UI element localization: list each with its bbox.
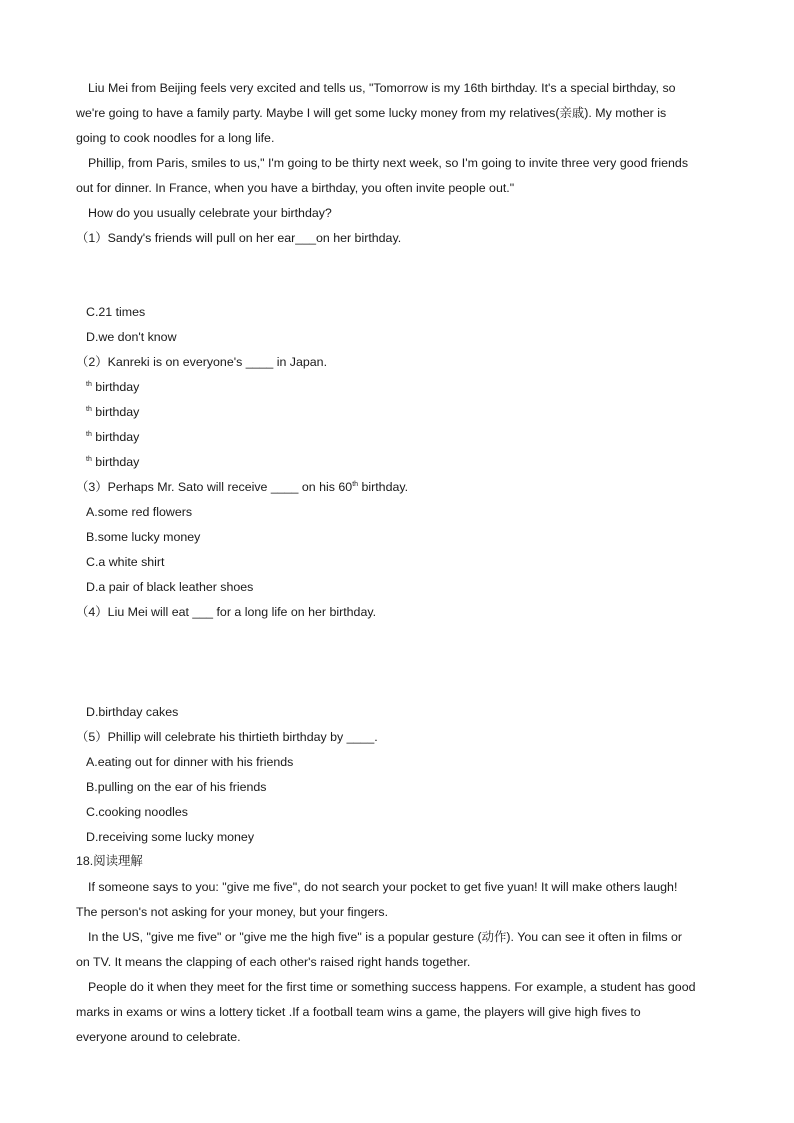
stem-text: birthday. — [358, 480, 409, 494]
answer-option: D.receiving some lucky money — [86, 830, 255, 844]
answer-option: A.eating out for dinner with his friends — [86, 755, 294, 769]
question-stem — [76, 479, 408, 495]
superscript: th — [86, 430, 92, 438]
answer-option: D.a pair of black leather shoes — [86, 580, 254, 594]
passage-line: How do you usually celebrate your birthday? — [88, 206, 332, 220]
answer-option — [86, 454, 139, 470]
answer-option: A.some red flowers — [86, 505, 193, 519]
passage-line: People do it when they meet for the first time or something success happens. For example, a student has good — [88, 980, 696, 994]
passage-line: Liu Mei from Beijing feels very excited and tells us, "Tomorrow is my 16th birthday. It's a special birthday, so — [88, 81, 676, 95]
answer-option: C.cooking noodles — [86, 805, 188, 819]
passage-line: out for dinner. In France, when you have a birthday, you often invite people out." — [76, 181, 515, 195]
answer-option: D.we don't know — [86, 330, 177, 344]
question-stem: （5）Phillip will celebrate his thirtieth birthday by ____. — [76, 730, 378, 744]
passage-line: we're going to have a family party. Maybe I will get some lucky money from my relatives(亲戚). My mother is — [76, 106, 667, 120]
answer-option: D.birthday cakes — [86, 705, 179, 719]
superscript: th — [86, 380, 92, 388]
passage-line: everyone around to celebrate. — [76, 1030, 241, 1044]
passage-line: going to cook noodles for a long life. — [76, 131, 275, 145]
answer-option: B.pulling on the ear of his friends — [86, 780, 267, 794]
answer-option: B.some lucky money — [86, 530, 201, 544]
answer-option — [86, 379, 139, 395]
passage-line: The person's not asking for your money, but your fingers. — [76, 905, 389, 919]
option-text: birthday — [95, 380, 140, 394]
option-text: birthday — [95, 430, 140, 444]
passage-line: Phillip, from Paris, smiles to us," I'm going to be thirty next week, so I'm going to invite three very good friends — [88, 156, 689, 170]
passage-line: on TV. It means the clapping of each other's raised right hands together. — [76, 955, 471, 969]
answer-option — [86, 404, 139, 420]
stem-text: （3）Perhaps Mr. Sato will receive ____ on his 60 — [76, 480, 353, 494]
passage-line: In the US, "give me five" or "give me the high five" is a popular gesture (动作). You can see it often in films or — [88, 930, 683, 944]
section-heading: 18.阅读理解 — [76, 854, 143, 868]
answer-option: C.a white shirt — [86, 555, 165, 569]
answer-option: C.21 times — [86, 305, 146, 319]
superscript: th — [86, 405, 92, 413]
passage-line: marks in exams or wins a lottery ticket .If a football team wins a game, the players will give high fives to — [76, 1005, 641, 1019]
superscript: th — [352, 480, 359, 488]
superscript: th — [86, 455, 92, 463]
answer-option — [86, 429, 139, 445]
question-stem: （4）Liu Mei will eat ___ for a long life on her birthday. — [76, 605, 377, 619]
question-stem: （2）Kanreki is on everyone's ____ in Japan. — [76, 355, 328, 369]
option-text: birthday — [95, 405, 140, 419]
question-stem: （1）Sandy's friends will pull on her ear___on her birthday. — [76, 231, 402, 245]
passage-line: If someone says to you: "give me five", do not search your pocket to get five yuan! It will make others laugh! — [88, 880, 678, 894]
option-text: birthday — [95, 455, 140, 469]
